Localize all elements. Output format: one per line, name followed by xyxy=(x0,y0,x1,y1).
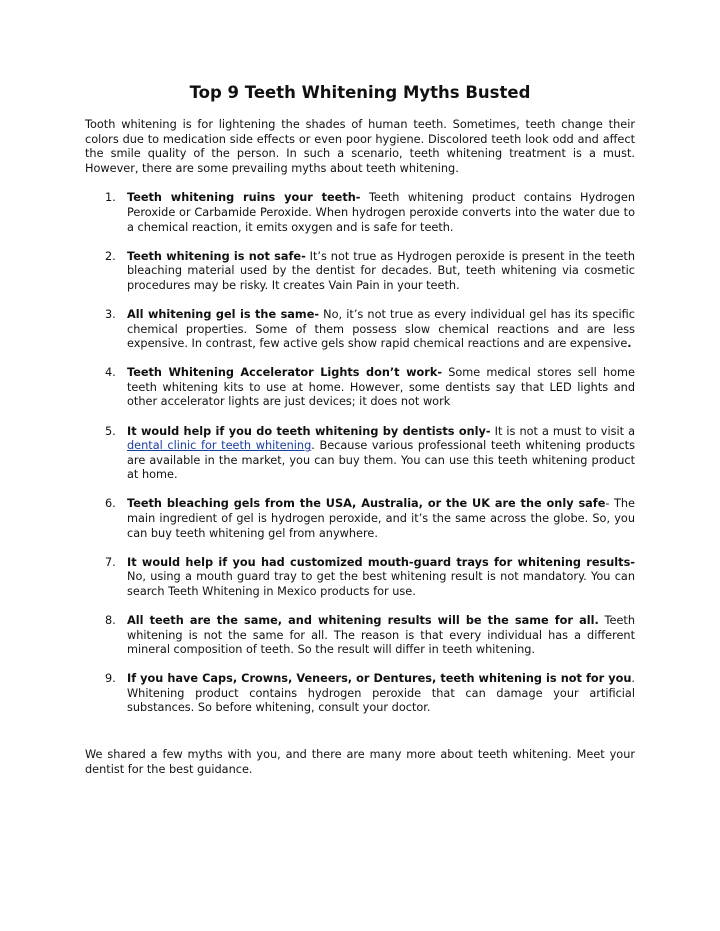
myth-heading: It would help if you had customized mouth-guard trays for whitening results- xyxy=(127,555,635,569)
myth-heading: Teeth Whitening Accelerator Lights don’t work- xyxy=(127,366,443,380)
list-number: 7. xyxy=(105,555,116,569)
closing-paragraph: We shared a few myths with you, and there are many more about teeth whitening. Meet your dentist for the best guidance. xyxy=(85,748,635,776)
list-item xyxy=(85,556,635,600)
list-number: 2. xyxy=(105,249,116,263)
myth-text: - The main ingredient of gel is hydrogen peroxide, and it’s the same across the globe. So, you can buy teeth whitening gel from anywhere. xyxy=(127,497,635,540)
list-number: 1. xyxy=(105,191,116,205)
myth-text-continued: . Because various professional teeth whitening products are available in the market, you can buy them. You can use this teeth whitening product at home. xyxy=(127,439,635,482)
myth-heading: Teeth whitening ruins your teeth- xyxy=(127,191,361,205)
list-item xyxy=(85,191,635,235)
myth-heading: Teeth bleaching gels from the USA, Australia, or the UK are the only safe xyxy=(127,497,606,511)
myth-text-bold-period: . xyxy=(627,337,632,351)
myth-heading: All whitening gel is the same- xyxy=(127,307,320,321)
myth-heading: All teeth are the same, and whitening results will be the same for all. xyxy=(127,613,599,627)
list-number: 4. xyxy=(105,366,116,380)
list-number: 6. xyxy=(105,497,116,511)
myth-heading: It would help if you do teeth whitening by dentists only- xyxy=(127,424,491,438)
list-item xyxy=(85,425,635,483)
list-item xyxy=(85,497,635,541)
myth-text: It is not a must to visit a xyxy=(490,424,635,438)
myth-text: No, using a mouth guard tray to get the best whitening result is not mandatory. You can search Teeth Whitening in Mexico products for use. xyxy=(127,570,635,598)
list-number: 8. xyxy=(105,613,116,627)
myth-text: Teeth whitening product contains Hydrogen Peroxide or Carbamide Peroxide. When hydrogen peroxide converts into the water due to a chemical reaction, it emits oxygen and is safe for teeth. xyxy=(127,191,635,234)
list-number: 3. xyxy=(105,307,116,321)
dental-clinic-link[interactable]: dental clinic for teeth whitening xyxy=(127,439,312,453)
myth-heading: Teeth whitening is not safe- xyxy=(127,249,306,263)
intro-paragraph: Tooth whitening is for lightening the shades of human teeth. Sometimes, teeth change their colors due to medication side effects or even poor hygiene. Discolored teeth look odd and affect the smile quality of the person. In such a scenario, teeth whitening treatment is a must. However, there are some prevailing myths about teeth whitening. xyxy=(85,118,635,175)
list-number: 9. xyxy=(105,672,116,686)
list-number: 5. xyxy=(105,424,116,438)
myths-list xyxy=(85,191,635,716)
page-title: Top 9 Teeth Whitening Myths Busted xyxy=(189,83,531,102)
myth-text: . Whitening product contains hydrogen peroxide that can damage your artificial substances. So before whitening, consult your doctor. xyxy=(127,672,635,715)
list-item xyxy=(85,250,635,294)
myth-text: Some medical stores sell home teeth whitening kits to use at home. However, some dentists say that LED lights and other accelerator lights are just devices; it does not work xyxy=(127,366,635,409)
list-item xyxy=(85,672,635,716)
myth-heading: If you have Caps, Crowns, Veneers, or Dentures, teeth whitening is not for you xyxy=(127,672,632,686)
myth-text: It’s not true as Hydrogen peroxide is present in the teeth bleaching material used by the dentist for decades. But, teeth whitening via cosmetic procedures may be risky. It creates Vain Pain in your teeth. xyxy=(127,249,636,292)
myth-text: Teeth whitening is not the same for all. The reason is that every individual has a different mineral composition of teeth. So the result will differ in teeth whitening. xyxy=(127,613,635,657)
list-item xyxy=(85,366,635,410)
list-item xyxy=(85,308,635,352)
myth-text: No, it’s not true as every individual gel has its specific chemical properties. Some of them possess slow chemical reactions and are less expensive. In contrast, few active gels show rapid chemical reactions and are expensive xyxy=(127,307,635,351)
list-item xyxy=(85,614,635,658)
